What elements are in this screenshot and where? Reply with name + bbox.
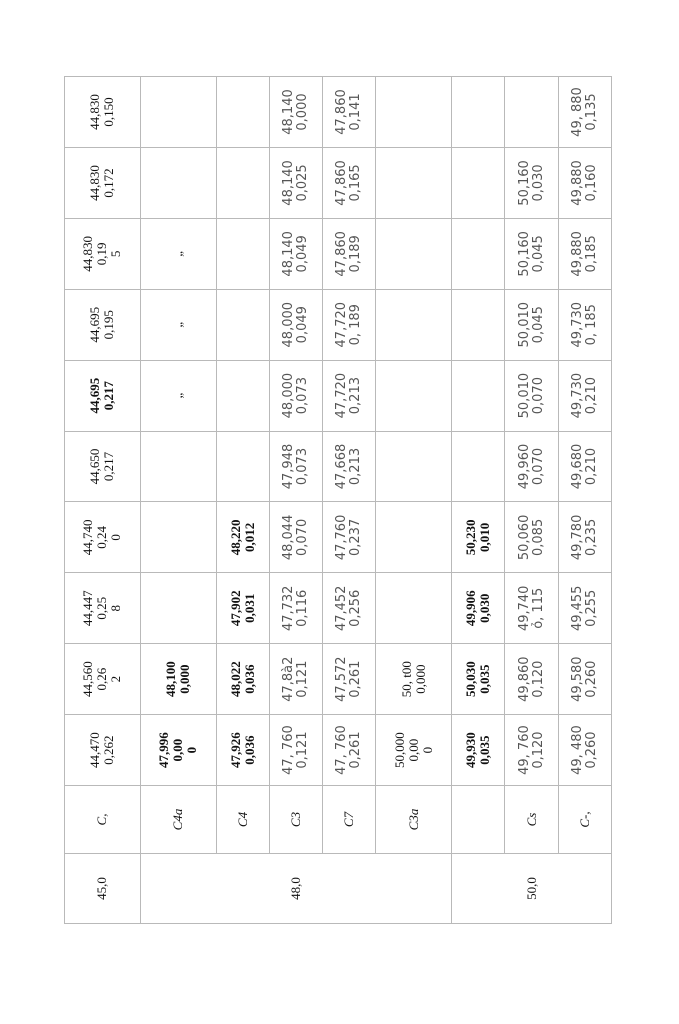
data-cell: 44,740 0,24 0 <box>65 502 141 573</box>
data-cell <box>216 289 269 360</box>
data-cell: 50,230 0,010 <box>452 502 505 573</box>
data-cell: 50,160 0,045 <box>505 218 558 289</box>
data-cell <box>216 431 269 502</box>
data-cell: 48,140 0,025 <box>269 147 322 218</box>
data-cell: 49,880 0,160 <box>558 147 611 218</box>
row-label: C-, <box>558 786 611 854</box>
data-cell: 47,860 0,189 <box>323 218 376 289</box>
data-cell: 47,860 0,165 <box>323 147 376 218</box>
data-cell <box>452 218 505 289</box>
data-cell <box>216 77 269 148</box>
data-cell: 50,010 0,070 <box>505 360 558 431</box>
table-row <box>140 77 216 924</box>
data-cell <box>140 147 216 218</box>
data-cell <box>452 147 505 218</box>
data-cell <box>376 77 452 148</box>
data-cell <box>376 147 452 218</box>
data-cell: 47,732 0,116 <box>269 573 322 644</box>
data-cell: 49, 880 0,135 <box>558 77 611 148</box>
table-row <box>376 77 452 924</box>
data-cell <box>140 573 216 644</box>
data-cell: 48,100 0,000 <box>140 644 216 715</box>
data-cell: 44,830 0,19 5 <box>65 218 141 289</box>
row-label: C3a <box>376 786 452 854</box>
data-cell: 49,930 0,035 <box>452 715 505 786</box>
data-cell <box>376 289 452 360</box>
data-cell <box>376 360 452 431</box>
data-cell: 50,000 0,00 0 <box>376 715 452 786</box>
data-cell: 48,220 0,012 <box>216 502 269 573</box>
data-cell <box>216 218 269 289</box>
row-label: C4 <box>216 786 269 854</box>
data-cell: 49,730 0,210 <box>558 360 611 431</box>
data-cell: 44,830 0,172 <box>65 147 141 218</box>
row-label: C7 <box>323 786 376 854</box>
data-cell <box>452 77 505 148</box>
data-cell: 47,720 0,213 <box>323 360 376 431</box>
data-cell: 50,030 0,035 <box>452 644 505 715</box>
data-cell: 47,452 0,256 <box>323 573 376 644</box>
data-cell: 47,926 0,036 <box>216 715 269 786</box>
data-cell: 44,470 0,262 <box>65 715 141 786</box>
data-cell: 44,695 0,217 <box>65 360 141 431</box>
data-cell: 44,650 0,217 <box>65 431 141 502</box>
data-cell: 47,996 0,00 0 <box>140 715 216 786</box>
data-cell: 49, 480 0,260 <box>558 715 611 786</box>
data-cell: 49,960 0,070 <box>505 431 558 502</box>
row-label: Cs <box>505 786 558 854</box>
data-cell: 48,000 0,073 <box>269 360 322 431</box>
data-cell <box>376 218 452 289</box>
data-cell: 48,044 0,070 <box>269 502 322 573</box>
data-cell: „ <box>140 289 216 360</box>
data-cell: 49,740 ỏ, 115 <box>505 573 558 644</box>
data-cell: 44,560 0,26 2 <box>65 644 141 715</box>
data-cell <box>452 431 505 502</box>
row-label: C4a <box>140 786 216 854</box>
data-cell: 49,730 0, 185 <box>558 289 611 360</box>
data-cell: 49,580 0,260 <box>558 644 611 715</box>
group-cell: 45,0 <box>65 854 141 924</box>
data-cell: 50, t00 0,000 <box>376 644 452 715</box>
table-row <box>65 77 141 924</box>
data-cell <box>216 360 269 431</box>
data-cell: 47,902 0,031 <box>216 573 269 644</box>
data-cell <box>505 77 558 148</box>
data-cell <box>376 431 452 502</box>
table-row <box>216 77 269 924</box>
data-cell: 49,860 0,120 <box>505 644 558 715</box>
data-cell: 49, 760 0,120 <box>505 715 558 786</box>
data-cell <box>140 77 216 148</box>
data-cell: „ <box>140 218 216 289</box>
row-label: C3 <box>269 786 322 854</box>
table-row <box>323 77 376 924</box>
data-cell: 44,447 0,25 8 <box>65 573 141 644</box>
table-row <box>269 77 322 924</box>
row-label: C, <box>65 786 141 854</box>
data-cell <box>140 431 216 502</box>
data-cell: 47,8à2 0,121 <box>269 644 322 715</box>
rotated-data-table <box>64 76 612 924</box>
data-cell: 47,720 0, 189 <box>323 289 376 360</box>
data-cell: 48,140 0,049 <box>269 218 322 289</box>
row-label <box>452 786 505 854</box>
data-cell: 47, 760 0,121 <box>269 715 322 786</box>
group-cell: 48,0 <box>140 854 451 924</box>
data-cell: 48,022 0,036 <box>216 644 269 715</box>
group-cell: 50,0 <box>452 854 612 924</box>
data-cell: 50,060 0,085 <box>505 502 558 573</box>
table-row <box>558 77 611 924</box>
table-row <box>505 77 558 924</box>
data-cell: 47,572 0,261 <box>323 644 376 715</box>
data-cell: 49,906 0,030 <box>452 573 505 644</box>
data-table <box>64 76 612 924</box>
data-cell: 47,760 0,237 <box>323 502 376 573</box>
data-cell: 48,000 0,049 <box>269 289 322 360</box>
data-cell <box>452 289 505 360</box>
data-cell <box>376 502 452 573</box>
data-cell <box>452 360 505 431</box>
data-cell: 44,695 0,195 <box>65 289 141 360</box>
data-cell: 50,010 0,045 <box>505 289 558 360</box>
table-row <box>452 77 505 924</box>
table-body <box>65 77 612 924</box>
data-cell: 49,880 0,185 <box>558 218 611 289</box>
data-cell: 47, 760 0,261 <box>323 715 376 786</box>
data-cell: 47,668 0,213 <box>323 431 376 502</box>
data-cell: 49,780 0,235 <box>558 502 611 573</box>
data-cell: „ <box>140 360 216 431</box>
data-cell: 47,948 0,073 <box>269 431 322 502</box>
data-cell <box>376 573 452 644</box>
data-cell: 49,680 0,210 <box>558 431 611 502</box>
data-cell: 50,160 0,030 <box>505 147 558 218</box>
data-cell: 44,830 0,150 <box>65 77 141 148</box>
data-cell: 47,860 0,141 <box>323 77 376 148</box>
data-cell <box>140 502 216 573</box>
data-cell: 49,455 0,255 <box>558 573 611 644</box>
data-cell <box>216 147 269 218</box>
data-cell: 48,140 0,000 <box>269 77 322 148</box>
